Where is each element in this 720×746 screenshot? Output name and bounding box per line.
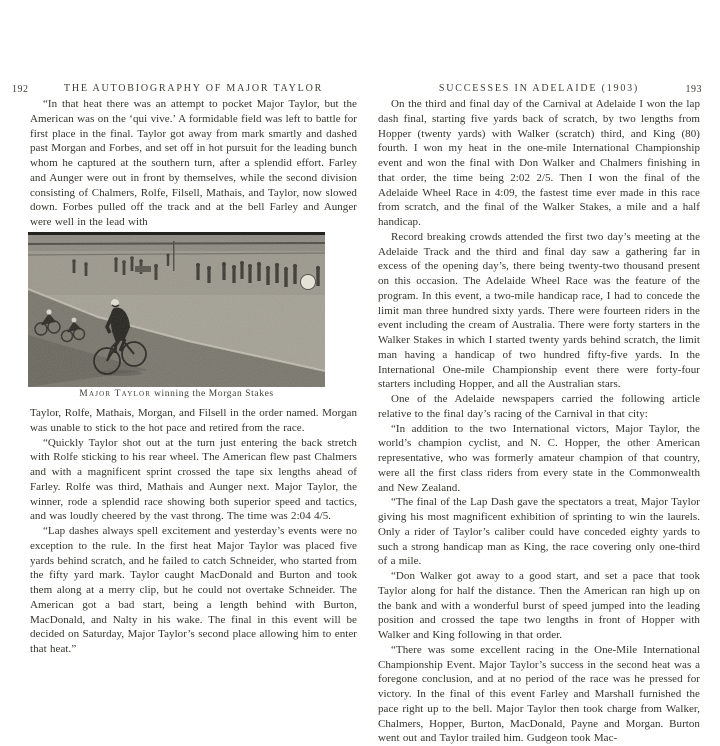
paragraph: On the third and final day of the Carnival at Adelaide I won the lap dash final, starting five yards back of scratch, by two lengths from Hopper (twenty yards) with Walker (scratch) third, and King (80) fourth. I won my heat in the one-mile International Championship event and won the final with Don Walker and Chalmers finishing in that order, the time being 2:02 2/5. Then I won the final of the Adelaide Wheel Race in 4:09, the fastest time ever made in this race from scratch, and the final of the Walker Stakes, a mile and a half handicap. — [378, 98, 700, 228]
paragraph: “Don Walker got away to a good start, and set a pace that took Taylor along for half the distance. Then the American ran high up on the bank and with a wonderful burst of speed jumped into the leading position and crossed the tape two lengths in front of Hopper with Walker and King following in that order. — [378, 570, 700, 641]
paragraph: One of the Adelaide newspapers carried the following article relative to the final day’s racing of the Carnival in that city: — [378, 393, 700, 420]
photo-caption-name: Major Taylor — [79, 389, 152, 399]
photo-caption — [28, 389, 325, 399]
paragraph: “Lap dashes always spell excitement and yesterday’s events were no exception to the rule. In the first heat Major Taylor was placed five yards behind scratch, and he failed to catch Schneider, who started from the fifty yard mark. Taylor caught MacDonald and Burton and took them along at a merry clip, but he could not overtake Schneider. The American got a bad start, being a length behind with Burton, MacDonald, and Nalty in his wake. The final in this event will be decided on Saturday, Major Taylor’s second place allowing him to enter that heat.” — [30, 525, 357, 655]
left-text-column-bottom — [30, 406, 357, 657]
left-page-number: 192 — [12, 84, 29, 95]
paragraph: “There was some excellent racing in the One-Mile International Championship Event. Major Taylor’s success in the second heat was a foregone conclusion, and at no period of the race was he pressed for victory. In the final of this event Farley and Marshall furnished the pace right up to the bell. Major Taylor then took charge from Walker, Chalmers, Hopper, Burton, MacDonald, Payne and Morgan. Burton went out and Taylor trailed him. Gudgeon took Mac- — [378, 643, 700, 745]
photo-caption-text: winning the Morgan Stakes — [151, 389, 274, 399]
paragraph: Record breaking crowds attended the first two day’s meeting at the Adelaide Track and the third and final day saw a gathering far in excess of the opening day’s, there being twenty-two thousand present on this occasion. The Adelaide Wheel Race was the feature of the program. In this event, a two-mile handicap race, I had to concede the limit man three hundred sixty yards. There were fourteen riders in the event including the cream of Australia. There were forty starters in the Walker Stakes in which I started twenty yards behind scratch, the limit man having a handicap of two hundred fifty-five yards. In the International One-mile Championship event there were forty-four starters including Hopper, and all the Australian stars. — [378, 230, 700, 391]
right-running-title: SUCCESSES IN ADELAIDE (1903) — [438, 83, 640, 94]
paragraph: “In that heat there was an attempt to pocket Major Taylor, but the American was on the ‘qui vive.’ A formidable field was left to battle for first place in the final. Taylor got away from mark smartly and dashed past Morgan and Forbes, and set off in hot pursuit for the leading bunch whom he captured at the southern turn, after a splendid effort. Farley and Aunger were out in front by themselves, while the second division consisting of Chalmers, Rolfe, Filsell, Mathais, and Taylor, now slowed down. Forbes pulled off the track and at the bell Farley and Aunger were well in the lead with — [30, 98, 357, 228]
left-text-column-top — [30, 97, 357, 230]
right-text-column — [378, 97, 700, 746]
velodrome-photo-illustration — [28, 235, 325, 387]
paragraph: Taylor, Rolfe, Mathais, Morgan, and Filsell in the order named. Morgan was unable to stick to the hot pace and retired from the race. — [30, 407, 357, 434]
paragraph: “Quickly Taylor shot out at the turn just entering the back stretch with Rolfe sticking to his rear wheel. The American flew past Chalmers and with a magnificent sprint crossed the tape six lengths ahead of Farley. Rolfe was third, Mathais and Aunger next. Major Taylor, the winner, rode a splendid race showing both superior speed and tactics, and was loudly cheered by the vast throng. The time was 2:04 4/5. — [30, 436, 357, 523]
paragraph: “The final of the Lap Dash gave the spectators a treat, Major Taylor giving his most magnificent exhibition of sprinting to win the laurels. Only a rider of Taylor’s caliber could have conceded eighty yards to such a strong handicap man as King, the race covering only one-third of a mile. — [378, 496, 700, 568]
right-page-number: 193 — [685, 84, 702, 95]
left-running-title: THE AUTOBIOGRAPHY OF MAJOR TAYLOR — [63, 83, 324, 94]
paragraph: “In addition to the two International victors, Major Taylor, the world’s champion cyclist, and N. C. Hopper, the other American representative, who was formerly amateur champion of that country, were all the first class riders from every state in the Commonwealth and New Zealand. — [378, 422, 700, 494]
morgan-stakes-photo — [28, 232, 325, 387]
